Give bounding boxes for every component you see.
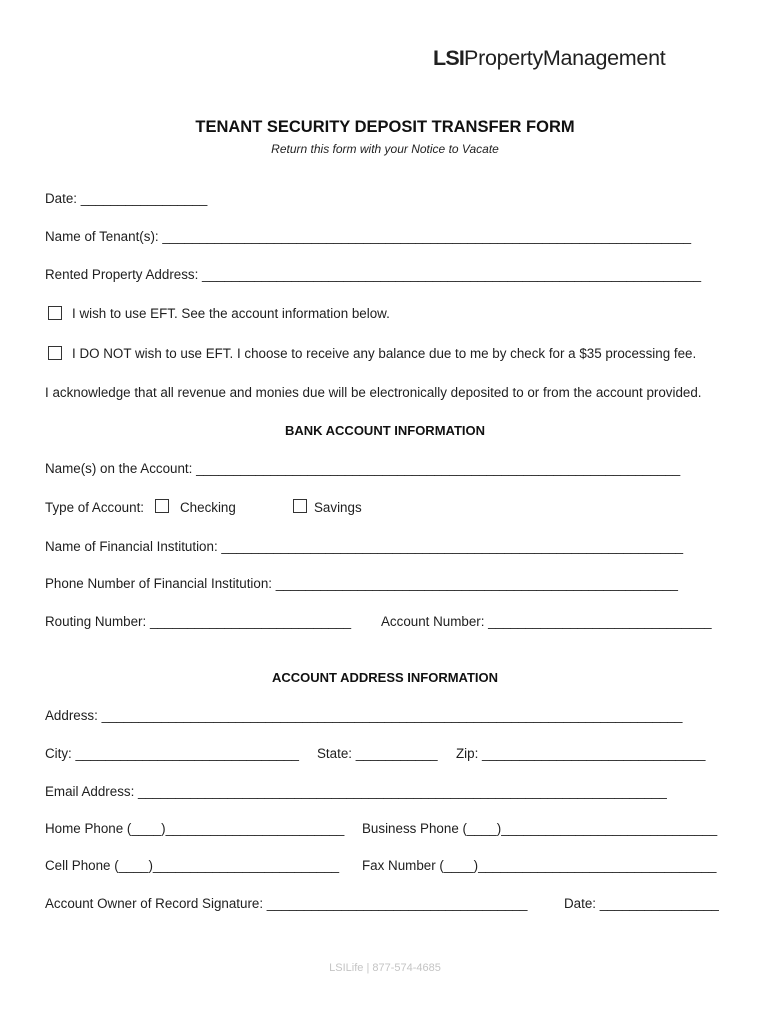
property-address-field[interactable]: Rented Property Address: ___________________________________________________________________: [45, 267, 702, 282]
city-field[interactable]: City: ______________________________: [45, 746, 299, 761]
eft-no-label: I DO NOT wish to use EFT. I choose to receive any balance due to me by check for a $35 processing fee.: [72, 346, 697, 361]
form-subtitle: Return this form with your Notice to Vacate: [271, 142, 499, 156]
tenant-name-field[interactable]: Name of Tenant(s): _______________________________________________________________________: [45, 229, 692, 244]
state-field[interactable]: State: ___________: [317, 746, 438, 761]
zip-field[interactable]: Zip: ______________________________: [456, 746, 706, 761]
savings-checkbox[interactable]: [293, 499, 307, 513]
eft-yes-checkbox[interactable]: [48, 306, 62, 320]
address-field[interactable]: Address: ______________________________________________________________________________: [45, 708, 683, 723]
date-field[interactable]: Date: _________________: [45, 191, 208, 206]
routing-number-field[interactable]: Routing Number: ___________________________: [45, 614, 352, 629]
company-logo: [433, 46, 665, 71]
institution-phone-field[interactable]: Phone Number of Financial Institution: ______________________________________________________: [45, 576, 678, 591]
eft-no-checkbox[interactable]: [48, 346, 62, 360]
footer-contact: LSILife | 877-574-4685: [329, 962, 441, 974]
account-number-field[interactable]: Account Number: ______________________________: [381, 614, 712, 629]
logo-bold-text: LSI: [433, 46, 465, 70]
logo-rest-text: PropertyManagement: [464, 46, 666, 70]
cell-phone-field[interactable]: Cell Phone (____)_________________________: [45, 858, 340, 873]
fax-number-field[interactable]: Fax Number (____)________________________________: [362, 858, 717, 873]
savings-label: Savings: [314, 500, 362, 515]
checking-checkbox[interactable]: [155, 499, 169, 513]
acknowledgement-text: I acknowledge that all revenue and monies due will be electronically deposited to or from the account provided.: [45, 385, 702, 400]
signature-date-field[interactable]: Date: ________________: [564, 896, 719, 911]
institution-name-field[interactable]: Name of Financial Institution: ______________________________________________________________: [45, 539, 684, 554]
account-type-label: Type of Account:: [45, 500, 145, 515]
account-names-field[interactable]: Name(s) on the Account: _________________________________________________________________: [45, 461, 681, 476]
bank-section-heading: BANK ACCOUNT INFORMATION: [284, 423, 486, 438]
eft-yes-label: I wish to use EFT. See the account information below.: [72, 306, 390, 321]
business-phone-field[interactable]: Business Phone (____)_____________________________: [362, 821, 718, 836]
checking-label: Checking: [180, 500, 236, 515]
form-title: TENANT SECURITY DEPOSIT TRANSFER FORM: [195, 118, 575, 136]
address-section-heading: ACCOUNT ADDRESS INFORMATION: [271, 670, 499, 685]
email-field[interactable]: Email Address: _______________________________________________________________________: [45, 784, 667, 799]
home-phone-field[interactable]: Home Phone (____)________________________: [45, 821, 345, 836]
signature-field[interactable]: Account Owner of Record Signature: ___________________________________: [45, 896, 528, 911]
